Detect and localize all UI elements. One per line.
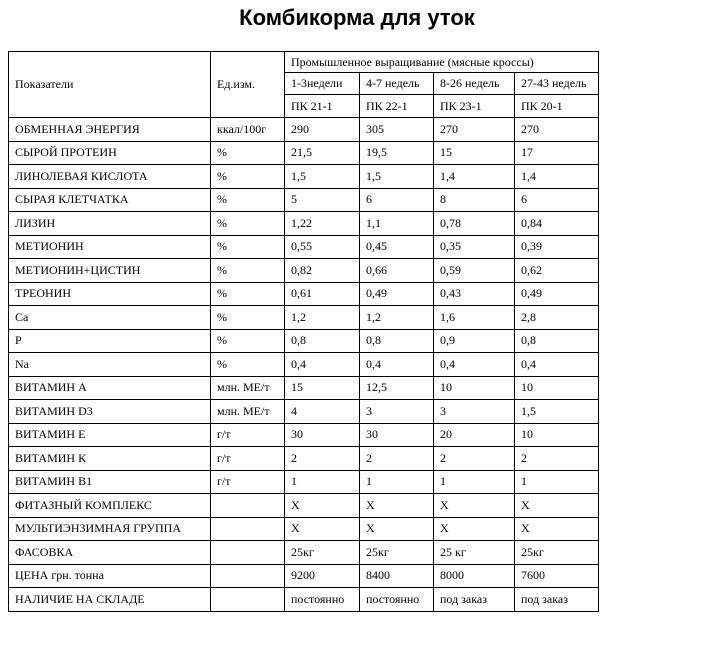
value-cell: 0,4 (360, 353, 434, 377)
value-cell: 9200 (285, 564, 360, 588)
period-header: 4-7 недель (360, 73, 434, 95)
value-cell: 1 (434, 470, 515, 494)
value-cell: 0,66 (360, 259, 434, 283)
table-row (9, 588, 599, 612)
value-cell: постоянно (360, 588, 434, 612)
value-cell: Х (360, 517, 434, 541)
indicator-name: Са (9, 306, 211, 330)
indicator-unit: ккал/100г (211, 118, 285, 142)
value-cell: 30 (285, 423, 360, 447)
indicator-name: СЫРОЙ ПРОТЕИН (9, 141, 211, 165)
value-cell: 25кг (285, 541, 360, 565)
table-row (9, 235, 599, 259)
value-cell: 10 (515, 376, 599, 400)
value-cell: 3 (360, 400, 434, 424)
value-cell: 1,5 (285, 165, 360, 189)
value-cell: 1,6 (434, 306, 515, 330)
table-row (9, 212, 599, 236)
indicator-unit: г/т (211, 470, 285, 494)
value-cell: 8 (434, 188, 515, 212)
indicator-name: ЦЕНА грн. тонна (9, 564, 211, 588)
period-header: 1-3недели (285, 73, 360, 95)
value-cell: Х (434, 494, 515, 518)
value-cell: 0,78 (434, 212, 515, 236)
value-cell: 1,2 (285, 306, 360, 330)
period-header: 8-26 недель (434, 73, 515, 95)
value-cell: 1,5 (360, 165, 434, 189)
value-cell: 15 (285, 376, 360, 400)
value-cell: 0,43 (434, 282, 515, 306)
indicator-name: ВИТАМИН А (9, 376, 211, 400)
value-cell: 6 (360, 188, 434, 212)
value-cell: 0,35 (434, 235, 515, 259)
header-row-group (9, 52, 599, 73)
value-cell: 4 (285, 400, 360, 424)
value-cell: 0,59 (434, 259, 515, 283)
value-cell: 25кг (360, 541, 434, 565)
value-cell: 0,45 (360, 235, 434, 259)
indicator-name: Р (9, 329, 211, 353)
value-cell: Х (515, 517, 599, 541)
indicator-name: ОБМЕННАЯ ЭНЕРГИЯ (9, 118, 211, 142)
table-row (9, 470, 599, 494)
indicator-name: ТРЕОНИН (9, 282, 211, 306)
value-cell: 12,5 (360, 376, 434, 400)
value-cell: 270 (434, 118, 515, 142)
value-cell: 1 (515, 470, 599, 494)
value-cell: Х (434, 517, 515, 541)
product-code: ПК 20-1 (515, 95, 599, 118)
value-cell: 21,5 (285, 141, 360, 165)
indicator-name: ВИТАМИН Е (9, 423, 211, 447)
table-row (9, 376, 599, 400)
table-row (9, 118, 599, 142)
value-cell: 305 (360, 118, 434, 142)
value-cell: 1,4 (515, 165, 599, 189)
value-cell: 0,8 (285, 329, 360, 353)
param-column-header: Показатели (9, 52, 211, 118)
table-row (9, 259, 599, 283)
table-row (9, 141, 599, 165)
value-cell: 0,55 (285, 235, 360, 259)
indicator-name: ФАСОВКА (9, 541, 211, 565)
value-cell: 2,8 (515, 306, 599, 330)
indicator-unit: % (211, 282, 285, 306)
value-cell: под заказ (434, 588, 515, 612)
indicator-unit: % (211, 259, 285, 283)
value-cell: 0,4 (285, 353, 360, 377)
value-cell: 0,39 (515, 235, 599, 259)
value-cell: 270 (515, 118, 599, 142)
indicator-unit: % (211, 306, 285, 330)
value-cell: 2 (515, 447, 599, 471)
indicator-name: НАЛИЧИЕ НА СКЛАДЕ (9, 588, 211, 612)
indicator-unit (211, 494, 285, 518)
indicator-name: ЛИНОЛЕВАЯ КИСЛОТА (9, 165, 211, 189)
value-cell: 20 (434, 423, 515, 447)
table-row (9, 329, 599, 353)
value-cell: 0,84 (515, 212, 599, 236)
value-cell: 25кг (515, 541, 599, 565)
indicator-unit: % (211, 329, 285, 353)
value-cell: 2 (285, 447, 360, 471)
value-cell: 1 (285, 470, 360, 494)
indicator-name: Na (9, 353, 211, 377)
value-cell: 7600 (515, 564, 599, 588)
value-cell: Х (285, 517, 360, 541)
indicator-name: СЫРАЯ КЛЕТЧАТКА (9, 188, 211, 212)
indicator-name: ВИТАМИН D3 (9, 400, 211, 424)
value-cell: 6 (515, 188, 599, 212)
indicator-unit: млн. МЕ/т (211, 376, 285, 400)
indicator-unit: % (211, 353, 285, 377)
value-cell: 19,5 (360, 141, 434, 165)
table-row (9, 282, 599, 306)
period-header: 27-43 недель (515, 73, 599, 95)
value-cell: 17 (515, 141, 599, 165)
indicator-unit: % (211, 188, 285, 212)
indicator-name: МЕТИОНИН (9, 235, 211, 259)
indicator-unit (211, 541, 285, 565)
value-cell: 0,49 (515, 282, 599, 306)
page-title: Комбикорма для уток (239, 5, 475, 30)
table-row (9, 400, 599, 424)
indicator-name: ЛИЗИН (9, 212, 211, 236)
value-cell: 30 (360, 423, 434, 447)
product-code: ПК 21-1 (285, 95, 360, 118)
value-cell: 1,2 (360, 306, 434, 330)
indicator-name: МЕТИОНИН+ЦИСТИН (9, 259, 211, 283)
table-row (9, 494, 599, 518)
value-cell: 0,61 (285, 282, 360, 306)
group-header: Промышленное выращивание (мясные кроссы) (285, 52, 599, 73)
table-row (9, 423, 599, 447)
value-cell: 1,4 (434, 165, 515, 189)
value-cell: 0,62 (515, 259, 599, 283)
value-cell: 290 (285, 118, 360, 142)
value-cell: под заказ (515, 588, 599, 612)
value-cell: Х (515, 494, 599, 518)
table-row (9, 447, 599, 471)
table-row (9, 353, 599, 377)
value-cell: 1,22 (285, 212, 360, 236)
value-cell: 2 (434, 447, 515, 471)
table-row (9, 541, 599, 565)
indicator-unit (211, 517, 285, 541)
value-cell: Х (285, 494, 360, 518)
value-cell: 0,49 (360, 282, 434, 306)
value-cell: 10 (515, 423, 599, 447)
value-cell: 25 кг (434, 541, 515, 565)
value-cell: 0,8 (515, 329, 599, 353)
product-code: ПК 23-1 (434, 95, 515, 118)
indicator-unit: г/т (211, 447, 285, 471)
indicator-unit: % (211, 141, 285, 165)
feed-table (8, 51, 599, 612)
value-cell: 0,82 (285, 259, 360, 283)
indicator-name: ВИТАМИН В1 (9, 470, 211, 494)
indicator-unit (211, 588, 285, 612)
value-cell: 0,4 (515, 353, 599, 377)
table-row (9, 517, 599, 541)
table-row (9, 564, 599, 588)
indicator-unit: млн. МЕ/т (211, 400, 285, 424)
value-cell: Х (360, 494, 434, 518)
value-cell: 0,8 (360, 329, 434, 353)
indicator-unit (211, 564, 285, 588)
indicator-unit: % (211, 235, 285, 259)
value-cell: 0,4 (434, 353, 515, 377)
value-cell: 1 (360, 470, 434, 494)
value-cell: 8000 (434, 564, 515, 588)
value-cell: 15 (434, 141, 515, 165)
indicator-unit: % (211, 212, 285, 236)
indicator-name: ВИТАМИН К (9, 447, 211, 471)
table-row (9, 306, 599, 330)
indicator-name: ФИТАЗНЫЙ КОМПЛЕКС (9, 494, 211, 518)
value-cell: 1,1 (360, 212, 434, 236)
value-cell: 2 (360, 447, 434, 471)
value-cell: 3 (434, 400, 515, 424)
value-cell: 0,9 (434, 329, 515, 353)
unit-column-header: Ед.изм. (211, 52, 285, 118)
value-cell: 1,5 (515, 400, 599, 424)
product-code: ПК 22-1 (360, 95, 434, 118)
value-cell: 5 (285, 188, 360, 212)
indicator-unit: г/т (211, 423, 285, 447)
value-cell: 10 (434, 376, 515, 400)
value-cell: 8400 (360, 564, 434, 588)
table-row (9, 188, 599, 212)
indicator-name: МУЛЬТИЭНЗИМНАЯ ГРУППА (9, 517, 211, 541)
indicator-unit: % (211, 165, 285, 189)
table-row (9, 165, 599, 189)
value-cell: постоянно (285, 588, 360, 612)
